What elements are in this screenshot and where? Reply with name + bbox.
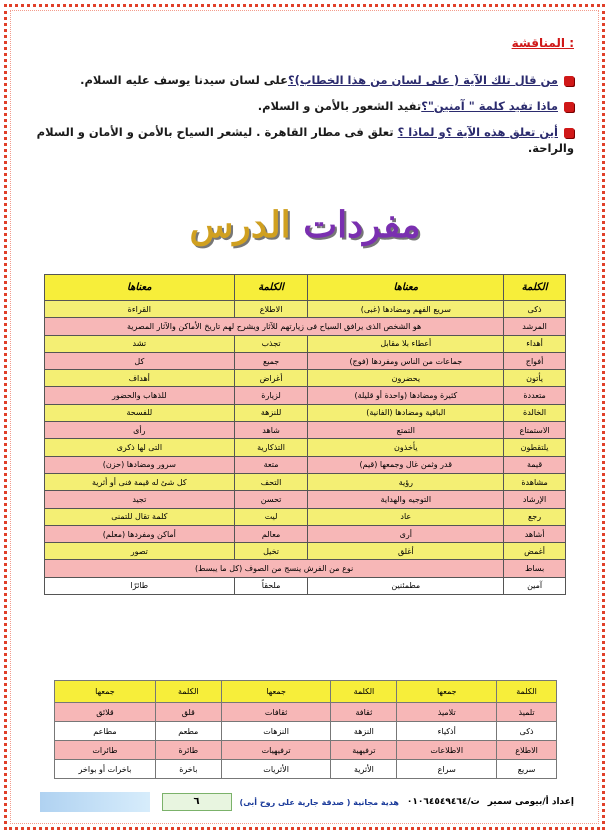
table-cell: سريع — [497, 760, 557, 779]
table-cell: أهداء — [504, 335, 566, 352]
table-cell: نوع من الفرش ينسج من الصوف (كل ما يبسط) — [45, 560, 504, 577]
table-cell: رجع — [504, 508, 566, 525]
column-header: الكلمة — [234, 275, 308, 301]
table-cell: أرى — [308, 525, 504, 542]
table-row — [45, 422, 566, 439]
table-cell: تجذب — [234, 335, 308, 352]
table-cell: للفسحة — [45, 404, 235, 421]
question-3: أين تعلق هذه الآية ؟و لماذا ؟ تعلق فى مطار القاهرة . ليشعر السياح بالأمن و الأمان و السلام والراحة. — [36, 125, 574, 155]
table-row — [45, 352, 566, 369]
table-cell: مطمئنين — [308, 577, 504, 594]
table-cell: القراءة — [45, 301, 235, 318]
table-cell: أشاهد — [504, 525, 566, 542]
column-header: الكلمة — [155, 681, 221, 703]
table-cell: تلاميذ — [397, 703, 497, 722]
table-cell: متعددة — [504, 387, 566, 404]
table-cell: كل — [45, 352, 235, 369]
table-cell: النزهات — [221, 722, 331, 741]
discussion-title: المناقشة : — [511, 36, 574, 50]
table-cell: رأى — [45, 422, 235, 439]
table-cell: سريع الفهم ومضادها (غبى) — [308, 301, 504, 318]
table-cell: باخرة — [155, 760, 221, 779]
table-row — [45, 525, 566, 542]
table-row — [45, 439, 566, 456]
table-cell: ذكى — [504, 301, 566, 318]
column-header: معناها — [308, 275, 504, 301]
table-cell: ثقافة — [331, 703, 397, 722]
table-row — [45, 387, 566, 404]
table-row — [45, 456, 566, 473]
table-cell: ثقافات — [221, 703, 331, 722]
table-row — [45, 335, 566, 352]
table-row — [45, 301, 566, 318]
table-cell: أذكياء — [397, 722, 497, 741]
table-cell: للنزهة — [234, 404, 308, 421]
table-cell: طائرًا — [45, 577, 235, 594]
table-cell: الإرشاد — [504, 491, 566, 508]
bullet-icon — [564, 76, 574, 86]
table-cell: عاد — [308, 508, 504, 525]
table-cell: معالم — [234, 525, 308, 542]
table-cell: تجيد — [45, 491, 235, 508]
table-cell: الاطلاعات — [397, 741, 497, 760]
column-header: الكلمة — [331, 681, 397, 703]
dedication-note: هدية مجانية ( صدقة جارية على روح أبى) — [239, 797, 399, 807]
column-header: معناها — [45, 275, 235, 301]
table-cell: ليت — [234, 508, 308, 525]
table-cell: الأثرية — [331, 760, 397, 779]
table-cell: قيمة — [504, 456, 566, 473]
plurals-table — [54, 680, 557, 779]
table-row — [45, 577, 566, 594]
table-cell: يأخذون — [308, 439, 504, 456]
table-row — [45, 318, 566, 335]
bullet-icon — [564, 102, 574, 112]
table-cell: الاطلاع — [234, 301, 308, 318]
table-cell: الباقية ومضادها (الفانية) — [308, 404, 504, 421]
table-cell: تحسن — [234, 491, 308, 508]
table-cell: يحضرون — [308, 370, 504, 387]
lesson-title: مفردات الدرس — [189, 204, 421, 246]
table-cell: أغمض — [504, 543, 566, 560]
table-row — [45, 491, 566, 508]
table-row — [55, 722, 557, 741]
table-cell: ترفيهيات — [221, 741, 331, 760]
table-cell: كلمة تقال للتمنى — [45, 508, 235, 525]
table-cell: أماكن ومفردها (معلم) — [45, 525, 235, 542]
table-cell: يأتون — [504, 370, 566, 387]
table-cell: التمتع — [308, 422, 504, 439]
table-row — [45, 543, 566, 560]
question-2: ماذا تفيد كلمة " آمنين"؟تفيد الشعور بالأمن و السلام. — [34, 98, 574, 114]
table-cell: أعطاء بلا مقابل — [308, 335, 504, 352]
table-cell: آمين — [504, 577, 566, 594]
table-cell: يلتقطون — [504, 439, 566, 456]
table-cell: تصور — [45, 543, 235, 560]
table-cell: الاطلاع — [497, 741, 557, 760]
page-number: ٦ — [162, 793, 232, 811]
table-cell: التذكارية — [234, 439, 308, 456]
table-cell: الخالدة — [504, 404, 566, 421]
table-cell: باخرات أو بواخر — [55, 760, 156, 779]
table-cell: التى لها ذكرى — [45, 439, 235, 456]
column-header: الكلمة — [497, 681, 557, 703]
table-cell: جميع — [234, 352, 308, 369]
footer-bar — [40, 792, 150, 812]
table-cell: الأثريات — [221, 760, 331, 779]
table-cell: سراع — [397, 760, 497, 779]
table-cell: أهداف — [45, 370, 235, 387]
table-cell: قلائق — [55, 703, 156, 722]
table-cell: طائرة — [155, 741, 221, 760]
table-row — [45, 404, 566, 421]
table-cell: كثيرة ومضادها (واحدة أو قليلة) — [308, 387, 504, 404]
table-cell: تخيل — [234, 543, 308, 560]
table-cell: المرشد — [504, 318, 566, 335]
column-header: جمعها — [55, 681, 156, 703]
table-cell: كل شئ له قيمة فنى أو أثرية — [45, 473, 235, 490]
table-cell: ملحقاً — [234, 577, 308, 594]
table-cell: ذكى — [497, 722, 557, 741]
table-row — [55, 741, 557, 760]
table-cell: للذهاب والحضور — [45, 387, 235, 404]
table-cell: تشد — [45, 335, 235, 352]
table-cell: التحف — [234, 473, 308, 490]
table-cell: ترفيهية — [331, 741, 397, 760]
table-cell: الاستمتاع — [504, 422, 566, 439]
table-cell: النزهة — [331, 722, 397, 741]
table-cell: أفواج — [504, 352, 566, 369]
table-row — [45, 473, 566, 490]
table-cell: قلق — [155, 703, 221, 722]
table-cell: أغلق — [308, 543, 504, 560]
table-cell: هو الشخص الذى يرافق السياح فى زيارتهم للآثار ويشرح لهم تاريخ الأماكن والآثار المصرية — [45, 318, 504, 335]
bullet-icon — [564, 128, 574, 138]
phone-number: ت/٠١٠٦٤٥٤٩٤٦٤ — [406, 797, 480, 807]
question-1: من قال تلك الآية ( على لسان من هذا الخطاب)؟على لسان سيدنا يوسف عليه السلام. — [34, 72, 574, 88]
column-header: الكلمة — [504, 275, 566, 301]
table-cell: جماعات من الناس ومفردها (فوج) — [308, 352, 504, 369]
discussion-questions — [34, 72, 574, 166]
table-cell: سرور ومضادها (حزن) — [45, 456, 235, 473]
table-row — [55, 760, 557, 779]
table-cell: مطعم — [155, 722, 221, 741]
table-cell: رؤية — [308, 473, 504, 490]
table-cell: أغراض — [234, 370, 308, 387]
table-cell: طائرات — [55, 741, 156, 760]
page-footer — [40, 792, 574, 812]
table-cell: مطاعم — [55, 722, 156, 741]
table-cell: قدر وثمن غال وجمعها (قيم) — [308, 456, 504, 473]
table-cell: مشاهدة — [504, 473, 566, 490]
table-row — [45, 560, 566, 577]
vocabulary-table — [44, 274, 566, 595]
table-row — [55, 703, 557, 722]
table-row — [45, 508, 566, 525]
table-row — [45, 370, 566, 387]
table-cell: شاهد — [234, 422, 308, 439]
column-header: جمعها — [397, 681, 497, 703]
table-cell: تلميذ — [497, 703, 557, 722]
table-cell: متعة — [234, 456, 308, 473]
author-credit: إعداد أ/بيومى سمير — [487, 797, 574, 807]
table-cell: التوجيه والهداية — [308, 491, 504, 508]
table-cell: بساط — [504, 560, 566, 577]
column-header: جمعها — [221, 681, 331, 703]
table-cell: لزيارة — [234, 387, 308, 404]
